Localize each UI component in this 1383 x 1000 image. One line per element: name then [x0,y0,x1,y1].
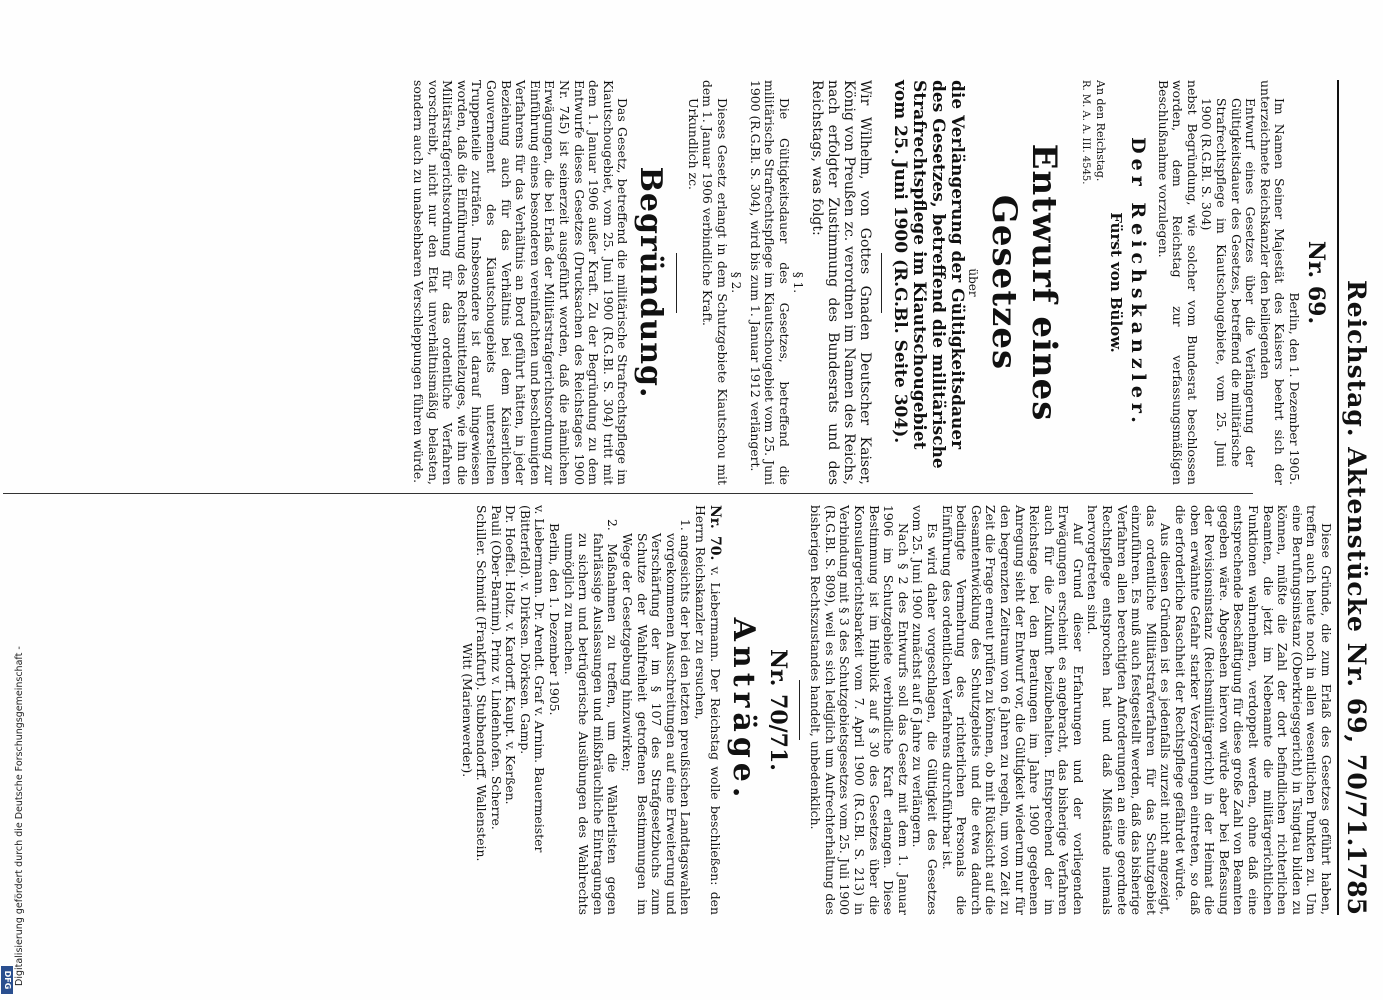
reasoning-paragraph-5: Nach § 2 des Entwurfs soll das Gesetz mit dem 1. Januar 1906 im Schutzgebiete verbindliche Kraft erlangen. Diese Bestimmung ist im Hinblick auf § 30 des Gesetzes über die Konsulargerichtsbarkeit vom 7. April 1900 (R.G.Bl. S. 213) in Verbindung mit § 3 des Schutzgebietsgesetzes vom 25. Juli 1900 (R.G.Bl. S. 809), weil es sich lediglich um Aufrechterhaltung des bisherigen Rechtszustandes handelt, unbedenklich. [808,505,911,915]
signers-list [459,505,547,915]
dfg-credit-text: Digitalisierung gefördert durch die Deutsche Forschungsgemeinschaft - [14,646,25,986]
divider [881,253,882,313]
paragraph-1-label: § 1. [790,271,805,294]
intro-text: Im Namen Seiner Majestät des Kaisers beehrt sich der unterzeichnete Reichskanzler den beiliegenden [1257,80,1288,485]
draft-heading: Entwurf eines Gesetzes [983,143,1064,422]
ueber-label: über [965,268,980,297]
signers-line: Witt (Marienwerder). [459,642,475,778]
reasoning-paragraph-2: Aus diesen Gründen ist es jedenfalls zurzeit nicht angezeigt, das ordentliche Militärstrafverfahren für das Schutzgebiet einzuführen. Es muß auch festgestellt werden, daß das bisherige Verfahren allen berechtigten Anforderungen an eine geordnete Rechtspflege entsprochen hat und daß Mißstände niemals hervorgetreten sind. [1085,505,1174,915]
begruendung-heading: Begründung. [633,166,669,399]
motion-70-text: v. Liebermann. Der Reichstag wolle beschließen: den Herrn Reichskanzler zu ersuchen, [693,505,723,915]
urkundlich: Urkundlich zc. [685,98,701,190]
header-rule [1337,80,1339,915]
signers-line: v. Liebermann. Dr. Arendt. Graf v. Arnim. Bauermeister (Bitterfeld). v. Dirksen. Dörksen. Gamp. [517,505,548,853]
column-divider [3,493,1253,494]
paragraph-2-text: Dieses Gesetz erlangt in dem Schutzgebiete Kiautschou mit dem 1. Januar 1906 verbindliche Kraft. [700,80,731,485]
antraege-heading: Anträge. [725,617,761,803]
motion-70-label: Nr. 70. [706,505,723,561]
signers-line: Pauli (Ober-Barnim). Prinz v. Lindenhofen. Scherre. [488,505,504,830]
motion-item-2: 2. Maßnahmen zu treffen, um die Wählerlisten gegen fahrlässige Auslassungen und mißbräuchliche Eintragungen zu sichern und betrügerische Ausübungen des Wahlrechts unmöglich zu machen. [561,519,621,915]
signature-title: Der Reichskanzler. [1127,137,1150,428]
right-column [0,505,1333,915]
signature-name: Fürst von Bülow. [1107,212,1126,353]
law-title: die Verlängerung der Gültigkeitsdauer des Gesetzes, betreffend die militärische Strafrechtspflege im Kiautschougebiet vom 25. Juni 1900 (R.G.Bl. Seite 304). [889,80,967,469]
addressee: An den Reichstag. [1094,80,1108,182]
intro-end: nebst Begründung, wie solcher vom Bundesrat beschlossen worden, dem Reichstag zur verfassungsmäßigen Beschlußnahme vorzulegen. [1155,80,1200,485]
header-title: Reichstag. Aktenstücke Nr. 69, 70/71. [1342,280,1371,848]
page-number: 1785 [1342,845,1371,915]
paragraph-2-label: § 2. [729,271,744,294]
reasoning-paragraph-4: Es wird daher vorgeschlagen, die Gültigkeit des Gesetzes vom 25. Juni 1900 zunächst auf 6 Jahre zu verlängern. [910,505,940,915]
draft-reference: Entwurf eines Gesetzes über die Verlängerung der Gültigkeitsdauer des Gesetzes, betreffend die militärische Strafrechtspflege im Kiautschougebiete, vom 25. Juni 1900 (R.G.Bl. S. 304) [1199,98,1259,467]
preamble: Wir Wilhelm, von Gottes Gnaden Deutscher Kaiser, König von Preußen zc. verordnen im Namen des Reichs, nach erfolgter Zustimmung des Bundesrats und des Reichstags, was folgt: [808,80,873,485]
dfg-logo-text: DFG [3,970,12,990]
reasoning-paragraph-3: Auf Grund dieser Erfahrungen und der vorliegenden Erwägungen erscheint es angebracht, das bisherige Verfahren auch für die Zukunft beizubehalten. Entsprechend der im Reichstage bei den Beratungen im Jahre 1900 gegebenen Anregung sieht der Entwurf vor, die Gültigkeit wiederum nur für den begrenzten Zeitraum von 6 Jahren zu regeln, um von Zeit zu Zeit die Frage erneut prüfen zu können, ob mit Rücksicht auf die Gesamtentwicklung des Schutzgebiets und die etwa dadurch bedingte Vermehrung des richterlichen Personals die Einführung des ordentlichen Verfahrens durchführbar ist. [939,505,1086,915]
reasoning-paragraph-1: Diese Gründe, die zum Erlaß des Gesetzes geführt haben, treffen auch heute noch in allen wesentlichen Punkten zu. Um eine Berufungsinstanz (Oberkriegsgericht) in Tsingtau bilden zu können, müßte die Zahl der dort befindlichen richterlichen Beamten, die jetzt im Nebenamte die militärgerichtlichen Funktionen wahrnehmen, verdoppelt werden, ohne daß eine entsprechende Beschäftigung für diese große Zahl von Beamten gegeben wäre. Abgesehen hiervon würde aber bei Befassung der Revisionsinstanz (Reichsmilitärgericht) in der Heimat die oben erwähnte Gefahr starker Verzögerungen eintreten, so daß die erforderliche Raschheit der Rechtspflege gefährdet würde. [1173,505,1334,915]
paragraph-1-text: Die Gültigkeitsdauer des Gesetzes, betreffend die militärische Strafrechtspflege im Kiautschougebiet vom 25. Juni 1900 (R.G.Bl. S. 304), wird bis zum 1. Januar 1912 verlängert. [747,80,792,485]
antraege-number: Nr. 70/71. [764,649,791,771]
dfg-credit-strip [2,606,25,998]
document-number: Nr. 69. [1303,240,1329,325]
divider [799,680,800,740]
motion-70-intro [692,505,721,915]
place-date: Berlin, den 1. Dezember 1905. [1287,292,1302,485]
left-column [0,80,1333,485]
motion-date: Berlin, den 1. Dezember 1905. [547,523,563,716]
signers-line: Schiller. Schmidt (Frankfurt). Stubbendorff. Wallenstein. [474,505,490,862]
motion-item-1: 1. angesichts der bei den letzten preußischen Landtagswahlen vorgekommenen Ausschreitungen auf eine Erweiterung und Verschärfung der im § 107 des Strafgesetzbuchs zum Schutze der Wahlfreiheit getroffenen Bestimmungen im Wege der Gesetzgebung hinzuwirken; [620,519,694,915]
page-header [1335,80,1375,915]
signers-line: Dr. Hoeffel. Holtz. v. Kardorff. Kaupt. v. Kerßen. [503,505,519,805]
reference-number: R. M. A. A. III. 4545. [1080,80,1092,185]
dfg-logo [1,966,13,994]
begruendung-text: Das Gesetz, betreffend die militärische Strafrechtspflege im Kiautschougebiet, vom 25. Juni 1900 (R.G.Bl. S. 304) tritt mit dem 1. Januar 1906 außer Kraft. Zu der Begründung zu dem Entwurfe dieses Gesetzes (Drucksachen des Reichstages 1900 Nr. 745) ist seinerzeit ausgeführt worden, daß die nämlichen Erwägungen, die bei Erlaß der Militärstrafgerichtsordnung zur Einführung eines besonderen vereinfachten und beschleunigten Verfahrens für das Verhältnis an Bord geführt hätten, in jeder Beziehung auch für das Verhältnis bei dem Kaiserlichen Gouvernement des Kiautschougebiets unterstellten Truppenteile zuträfen. Insbesondere ist darauf hingewiesen worden, daß die Einführung des Rechtsmittelzuges, wie ihn die Militärstrafgerichtsordnung für das ordentliche Verfahren vorschreibt, nicht nur den Etat unverhältnismäßig belasten, sondern auch zu unabsehbaren Verschleppungen führen würde. [411,80,631,485]
divider [676,253,677,313]
motion-items [561,505,692,915]
